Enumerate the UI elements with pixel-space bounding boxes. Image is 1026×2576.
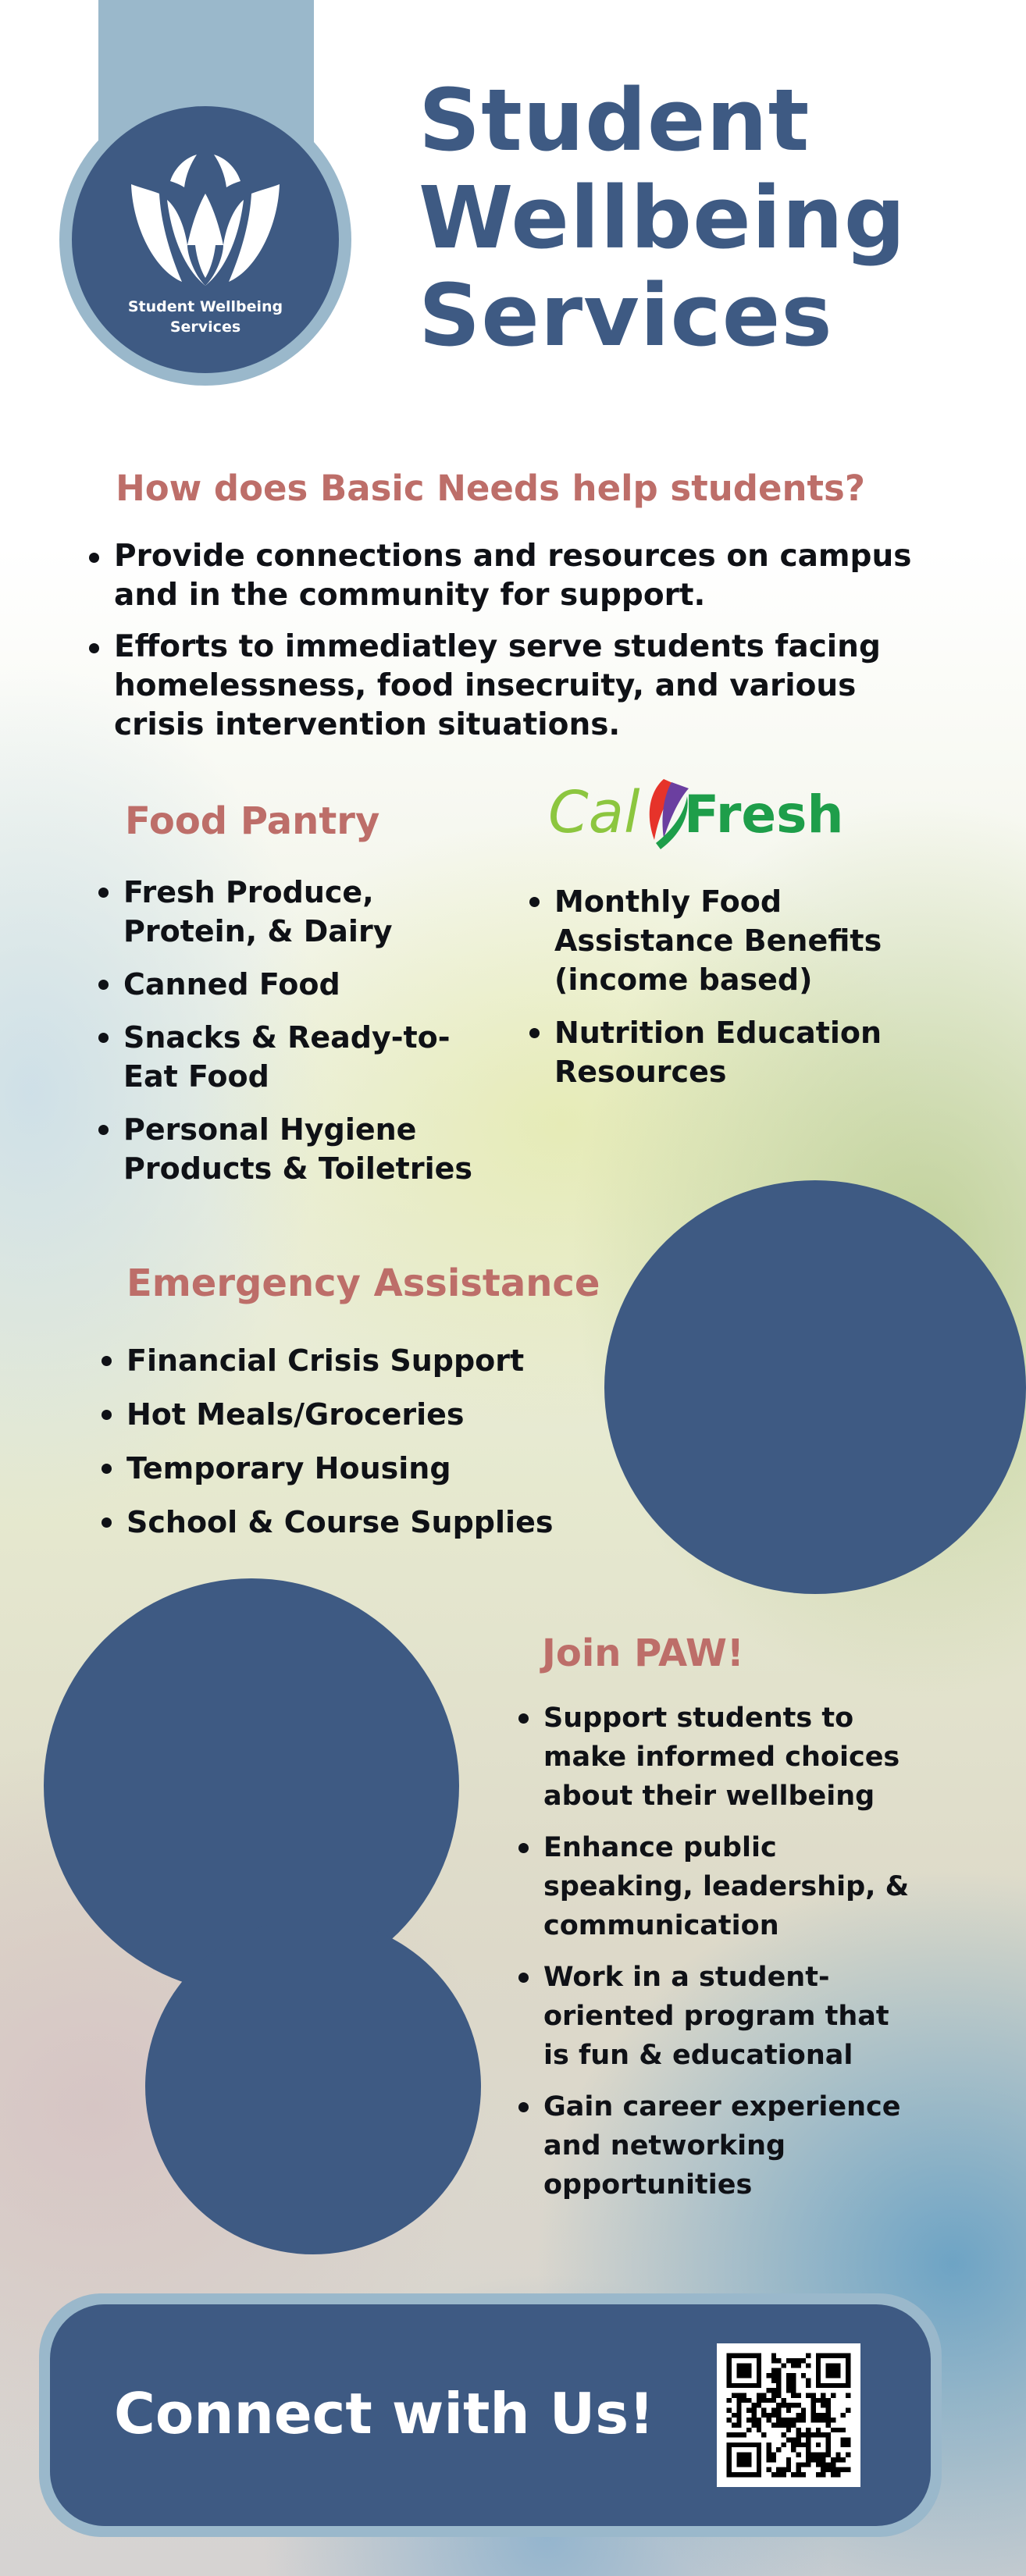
list-item: Fresh Produce, Protein, & Dairy [97,873,503,951]
title-line2: Wellbeing [419,168,907,268]
calfresh-list [528,882,949,1105]
basic-needs-list [87,537,939,757]
logo-caption-line1: Student Wellbeing [127,298,283,315]
basic-needs-heading: How does Basic Needs help students? [116,468,865,509]
decorative-circle [604,1180,1026,1594]
list-item: Gain career experience and networking opportunities [517,2087,923,2204]
list-item: Hot Meals/Groceries [100,1395,600,1434]
list-item: Enhance public speaking, leadership, & communication [517,1828,923,1945]
connect-heading: Connect with Us! [114,2381,654,2446]
paw-list [517,1699,923,2217]
list-item: Financial Crisis Support [100,1341,600,1380]
page-title [419,72,965,365]
calfresh-logo-fresh: Fresh [684,785,844,845]
list-item: Provide connections and resources on campus and in the community for support. [87,537,939,615]
food-pantry-heading: Food Pantry [125,799,380,843]
title-line1: Student [419,70,810,170]
list-item: Efforts to immediatley serve students facing homelessness, food insecruity, and various crisis intervention situations. [87,628,939,745]
list-item: Snacks & Ready-to-Eat Food [97,1018,503,1096]
wellbeing-w-logo-icon [123,153,287,294]
title-line3: Services [419,265,833,365]
list-item: Nutrition Education Resources [528,1013,949,1091]
qr-code-icon[interactable] [717,2343,860,2487]
calfresh-logo-cal: Cal [548,779,640,846]
calfresh-logo [547,768,844,854]
list-item: Canned Food [97,965,503,1004]
list-item: School & Course Supplies [100,1503,600,1542]
list-item: Work in a student-oriented program that is fun & educational [517,1958,923,2075]
logo-caption-line2: Services [169,318,241,336]
list-item: Support students to make informed choices about their wellbeing [517,1699,923,1816]
list-item: Temporary Housing [100,1449,600,1488]
list-item: Monthly Food Assistance Benefits (income based) [528,882,949,999]
join-paw-heading: Join PAW! [542,1631,744,1675]
emergency-heading: Emergency Assistance [126,1261,600,1305]
logo-caption [72,297,339,337]
list-item: Personal Hygiene Products & Toiletries [97,1110,503,1188]
emergency-list [100,1341,600,1557]
food-pantry-list [97,873,503,1202]
decorative-circle [145,1919,481,2254]
